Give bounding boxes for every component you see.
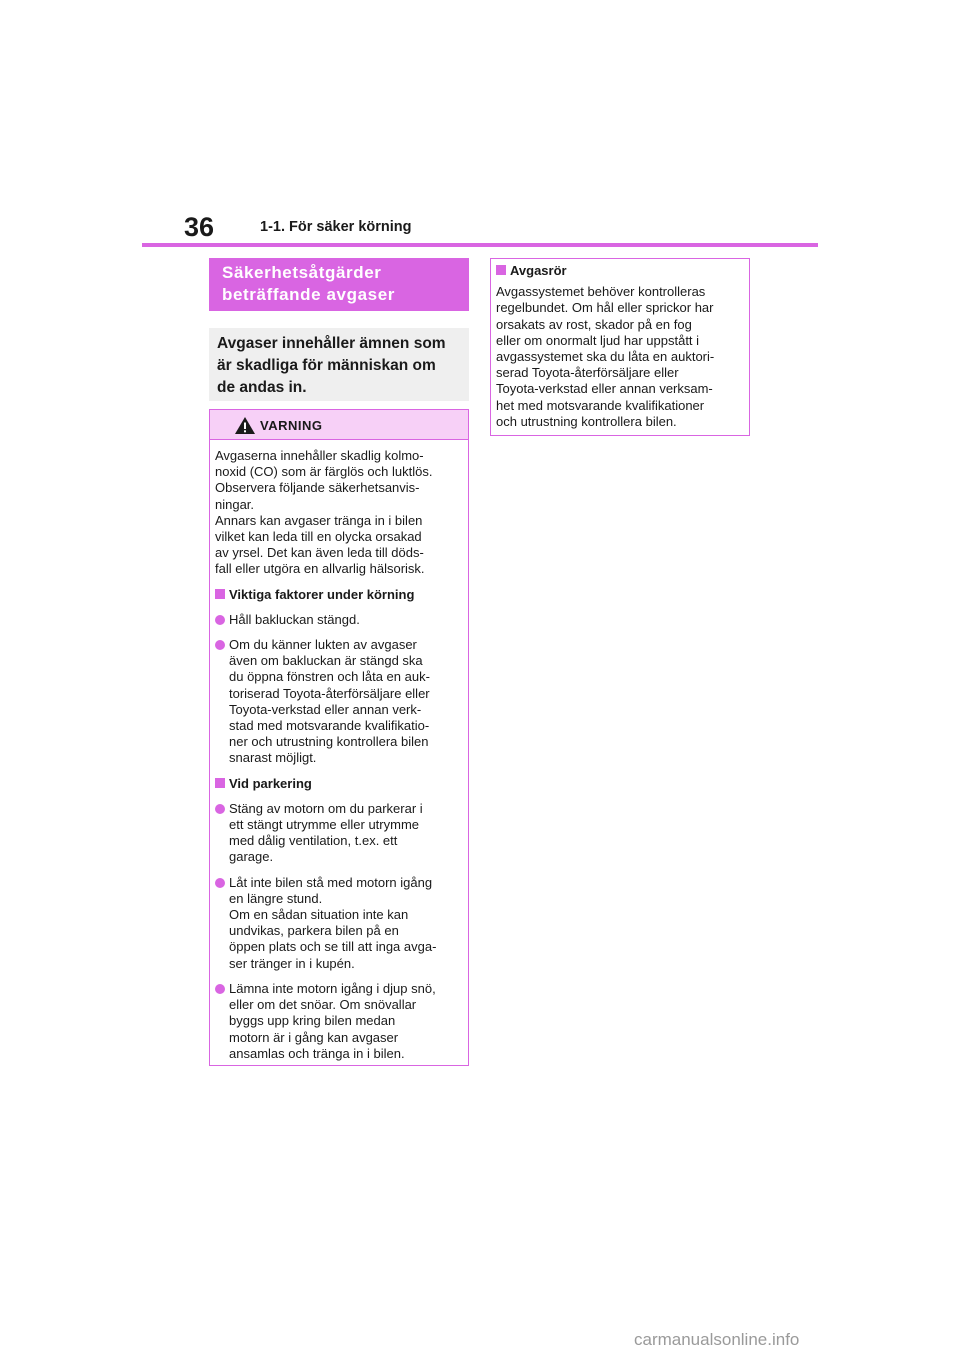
text-line: byggs upp kring bilen medan <box>229 1013 396 1029</box>
text-line: Håll bakluckan stängd. <box>229 611 360 627</box>
intro-box <box>209 328 469 401</box>
text-line: öppen plats och se till att inga avga- <box>229 939 437 955</box>
text-line: ner och utrustning kontrollera bilen <box>229 734 429 750</box>
round-bullet-icon <box>215 984 225 994</box>
text-line: Stäng av motorn om du parkerar i <box>229 800 423 816</box>
subheading-text: Viktiga faktorer under körning <box>229 586 415 602</box>
intro-line-1: Avgaser innehåller ämnen som <box>217 335 446 352</box>
text-line: eller om onormalt ljud har uppstått i <box>496 332 700 348</box>
text-line: vilket kan leda till en olycka orsakad <box>215 529 422 545</box>
text-line: ningar. <box>215 496 255 512</box>
text-line: Toyota-verkstad eller annan verksam- <box>496 381 713 397</box>
title-line-2: beträffande avgaser <box>222 285 395 304</box>
subheading-driving <box>215 587 462 603</box>
exhaust-pipe-box <box>490 258 750 436</box>
subheading-text: Avgasrör <box>510 263 567 278</box>
round-bullet-icon <box>215 804 225 814</box>
list-item <box>215 875 462 972</box>
subheading-text: Vid parkering <box>229 775 312 791</box>
list-item <box>215 637 462 767</box>
warning-body <box>210 440 468 1062</box>
text-line: Avgaserna innehåller skadlig kolmo- <box>215 448 424 463</box>
square-bullet-icon <box>215 778 225 788</box>
text-line: av yrsel. Det kan även leda till döds- <box>215 545 424 561</box>
list-item <box>215 801 462 866</box>
round-bullet-icon <box>215 615 225 625</box>
text-line: Avgassystemet behöver kontrolleras <box>496 284 706 300</box>
warning-label: VARNING <box>260 418 323 433</box>
warning-intro <box>215 448 462 578</box>
section-label: 1-1. För säker körning <box>260 219 412 235</box>
left-column <box>209 258 469 1066</box>
text-line: du öppna fönstren och låta en auk- <box>229 669 430 685</box>
text-line: avgassystemet ska du låta en auktori- <box>496 349 715 365</box>
watermark: carmanualsonline.info <box>634 1330 800 1349</box>
warning-triangle-icon <box>234 416 256 435</box>
text-line: Om en sådan situation inte kan <box>229 907 409 923</box>
list-item <box>215 981 462 1062</box>
text-line: med dålig ventilation, t.ex. ett <box>229 833 398 849</box>
text-line: regelbundet. Om hål eller sprickor har <box>496 300 714 316</box>
square-bullet-icon <box>496 265 506 275</box>
title-box <box>209 258 469 311</box>
text-line: motorn är i gång kan avgaser <box>229 1029 399 1045</box>
text-line: Låt inte bilen stå med motorn igång <box>229 874 433 890</box>
text-line: Toyota-verkstad eller annan verk- <box>229 701 422 717</box>
round-bullet-icon <box>215 640 225 650</box>
subheading-parking <box>215 776 462 792</box>
text-line: ansamlas och tränga in i bilen. <box>229 1045 405 1061</box>
square-bullet-icon <box>215 589 225 599</box>
text-line: en längre stund. <box>229 890 323 906</box>
text-line: stad med motsvarande kvalifikatio- <box>229 718 430 734</box>
title-line-1: Säkerhetsåtgärder <box>222 263 382 282</box>
text-line: Observera följande säkerhetsanvis- <box>215 480 420 496</box>
text-line: ser tränger in i kupén. <box>229 955 355 971</box>
text-line: ett stängt utrymme eller utrymme <box>229 817 419 833</box>
text-line: toriserad Toyota-återförsäljare eller <box>229 685 430 701</box>
text-line: undvikas, parkera bilen på en <box>229 923 399 939</box>
text-line: serad Toyota-återförsäljare eller <box>496 365 679 381</box>
header-rule <box>142 243 818 247</box>
text-line: även om bakluckan är stängd ska <box>229 653 423 669</box>
list-item <box>215 612 462 628</box>
text-line: och utrustning kontrollera bilen. <box>496 413 677 429</box>
text-line: fall eller utgöra en allvarlig hälsorisk. <box>215 561 425 577</box>
text-line: snarast möjligt. <box>229 750 317 766</box>
exhaust-paragraph <box>496 284 743 430</box>
text-line: Lämna inte motorn igång i djup snö, <box>229 980 436 996</box>
intro-line-3: de andas in. <box>217 379 307 396</box>
page-number: 36 <box>184 212 215 242</box>
text-line: noxid (CO) som är färglös och luktlös. <box>215 464 433 480</box>
text-line: het med motsvarande kvalifikationer <box>496 397 705 413</box>
text-line: orsakats av rost, skador på en fog <box>496 316 692 332</box>
round-bullet-icon <box>215 878 225 888</box>
warning-header <box>210 410 468 440</box>
warning-box <box>209 409 469 1066</box>
intro-line-2: är skadliga för människan om <box>217 357 436 374</box>
text-line: Om du känner lukten av avgaser <box>229 637 417 653</box>
text-line: Annars kan avgaser tränga in i bilen <box>215 512 423 528</box>
subheading-exhaust <box>496 263 743 279</box>
text-line: eller om det snöar. Om snövallar <box>229 997 417 1013</box>
text-line: garage. <box>229 849 274 865</box>
